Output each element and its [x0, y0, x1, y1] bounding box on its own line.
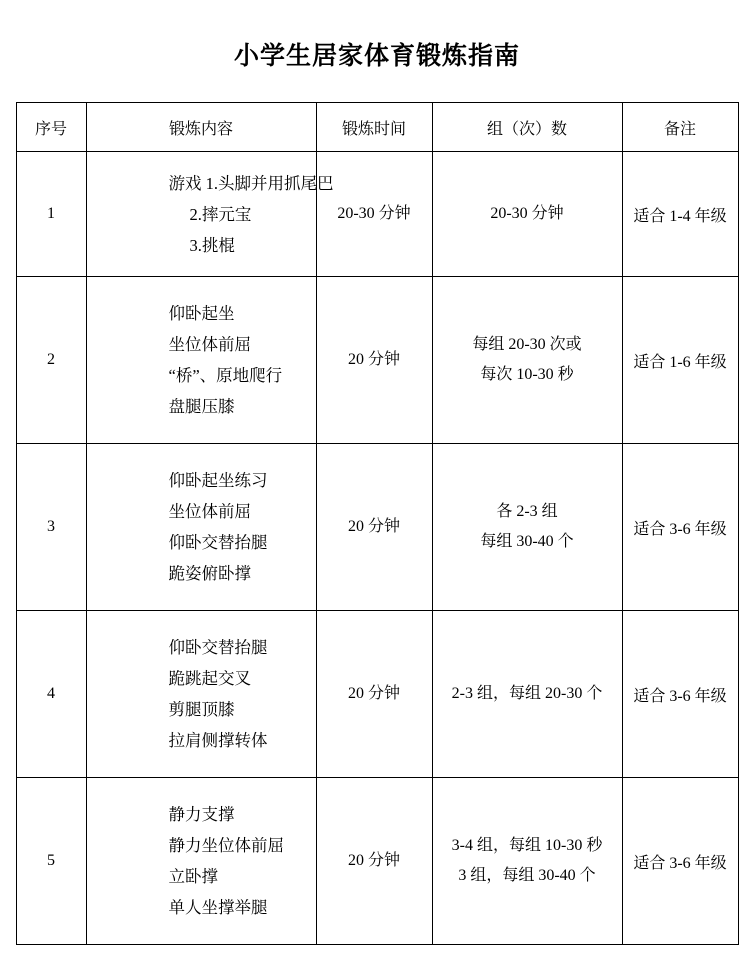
row-note: 适合 1-6 年级 — [622, 277, 738, 444]
row-number: 3 — [16, 444, 86, 611]
row-content — [86, 444, 316, 611]
content-line: “桥”、原地爬行 — [168, 366, 283, 385]
column-header-sets: 组（次）数 — [432, 103, 622, 152]
content-line: 静力支撑 — [168, 805, 235, 824]
row-content — [86, 277, 316, 444]
sets-line: 2-3 组，每组 20-30 个 — [451, 685, 603, 702]
row-content — [86, 152, 334, 277]
row-number: 1 — [16, 152, 86, 277]
content-line: 仰卧起坐练习 — [168, 471, 268, 490]
page-title: 小学生居家体育锻炼指南 — [233, 43, 520, 70]
time-line: 20 分钟 — [347, 518, 400, 535]
content-line: 3.挑棍 — [189, 235, 235, 255]
content-line: 坐位体前屈 — [168, 335, 251, 354]
time-line: 20 分钟 — [347, 852, 400, 869]
content-line: 跪跳起交叉 — [168, 669, 251, 688]
sets-line: 3-4 组，每组 10-30 秒 — [451, 837, 603, 854]
row-note: 适合 1-4 年级 — [622, 152, 738, 277]
sets-line: 每组 30-40 个 — [480, 533, 574, 550]
sets-line: 3 组，每组 30-40 个 — [458, 867, 596, 884]
column-header-no: 序号 — [16, 103, 86, 152]
content-line: 静力坐位体前屈 — [168, 836, 284, 855]
row-content — [86, 611, 316, 778]
row-note: 适合 3-6 年级 — [622, 778, 738, 945]
content-line: 单人坐撑举腿 — [168, 898, 268, 917]
exercise-schedule-table — [16, 102, 739, 945]
document-page — [0, 36, 754, 958]
table-header-row — [16, 103, 738, 152]
table-body — [16, 152, 738, 945]
row-sets — [432, 611, 622, 778]
content-line: 拉肩侧撑转体 — [168, 731, 268, 750]
sets-line: 每组 20-30 次或 — [472, 336, 582, 353]
content-line: 盘腿压膝 — [168, 397, 235, 416]
content-line: 立卧撑 — [168, 867, 218, 886]
content-line: 仰卧交替抬腿 — [168, 638, 268, 657]
table-header — [16, 103, 738, 152]
table-row — [16, 277, 738, 444]
content-line: 跪姿俯卧撑 — [168, 564, 251, 583]
row-number: 5 — [16, 778, 86, 945]
row-number: 2 — [16, 277, 86, 444]
sets-line: 20-30 分钟 — [490, 205, 564, 222]
content-line: 游戏 1.头脚并用抓尾巴 — [168, 173, 334, 193]
sets-line: 每次 10-30 秒 — [480, 366, 574, 383]
table-row — [16, 444, 738, 611]
time-line: 20-30 分钟 — [337, 205, 411, 222]
row-time — [316, 611, 432, 778]
row-note: 适合 3-6 年级 — [622, 444, 738, 611]
table-row — [16, 778, 738, 945]
row-content — [86, 778, 316, 945]
content-line: 坐位体前屈 — [168, 502, 251, 521]
row-sets — [432, 152, 622, 277]
content-line: 2.摔元宝 — [189, 204, 252, 224]
content-line: 仰卧起坐 — [168, 304, 235, 323]
row-time — [316, 444, 432, 611]
row-time — [316, 778, 432, 945]
sets-line: 各 2-3 组 — [496, 503, 558, 520]
content-line: 仰卧交替抬腿 — [168, 533, 268, 552]
table-row — [16, 152, 738, 277]
table-row — [16, 611, 738, 778]
content-line: 剪腿顶膝 — [168, 700, 235, 719]
time-line: 20 分钟 — [347, 685, 400, 702]
row-sets — [432, 277, 622, 444]
row-sets — [432, 778, 622, 945]
row-number: 4 — [16, 611, 86, 778]
column-header-note: 备注 — [622, 103, 738, 152]
row-sets — [432, 444, 622, 611]
row-time — [316, 277, 432, 444]
column-header-content: 锻炼内容 — [86, 103, 316, 152]
time-line: 20 分钟 — [347, 351, 400, 368]
row-note: 适合 3-6 年级 — [622, 611, 738, 778]
column-header-time: 锻炼时间 — [316, 103, 432, 152]
